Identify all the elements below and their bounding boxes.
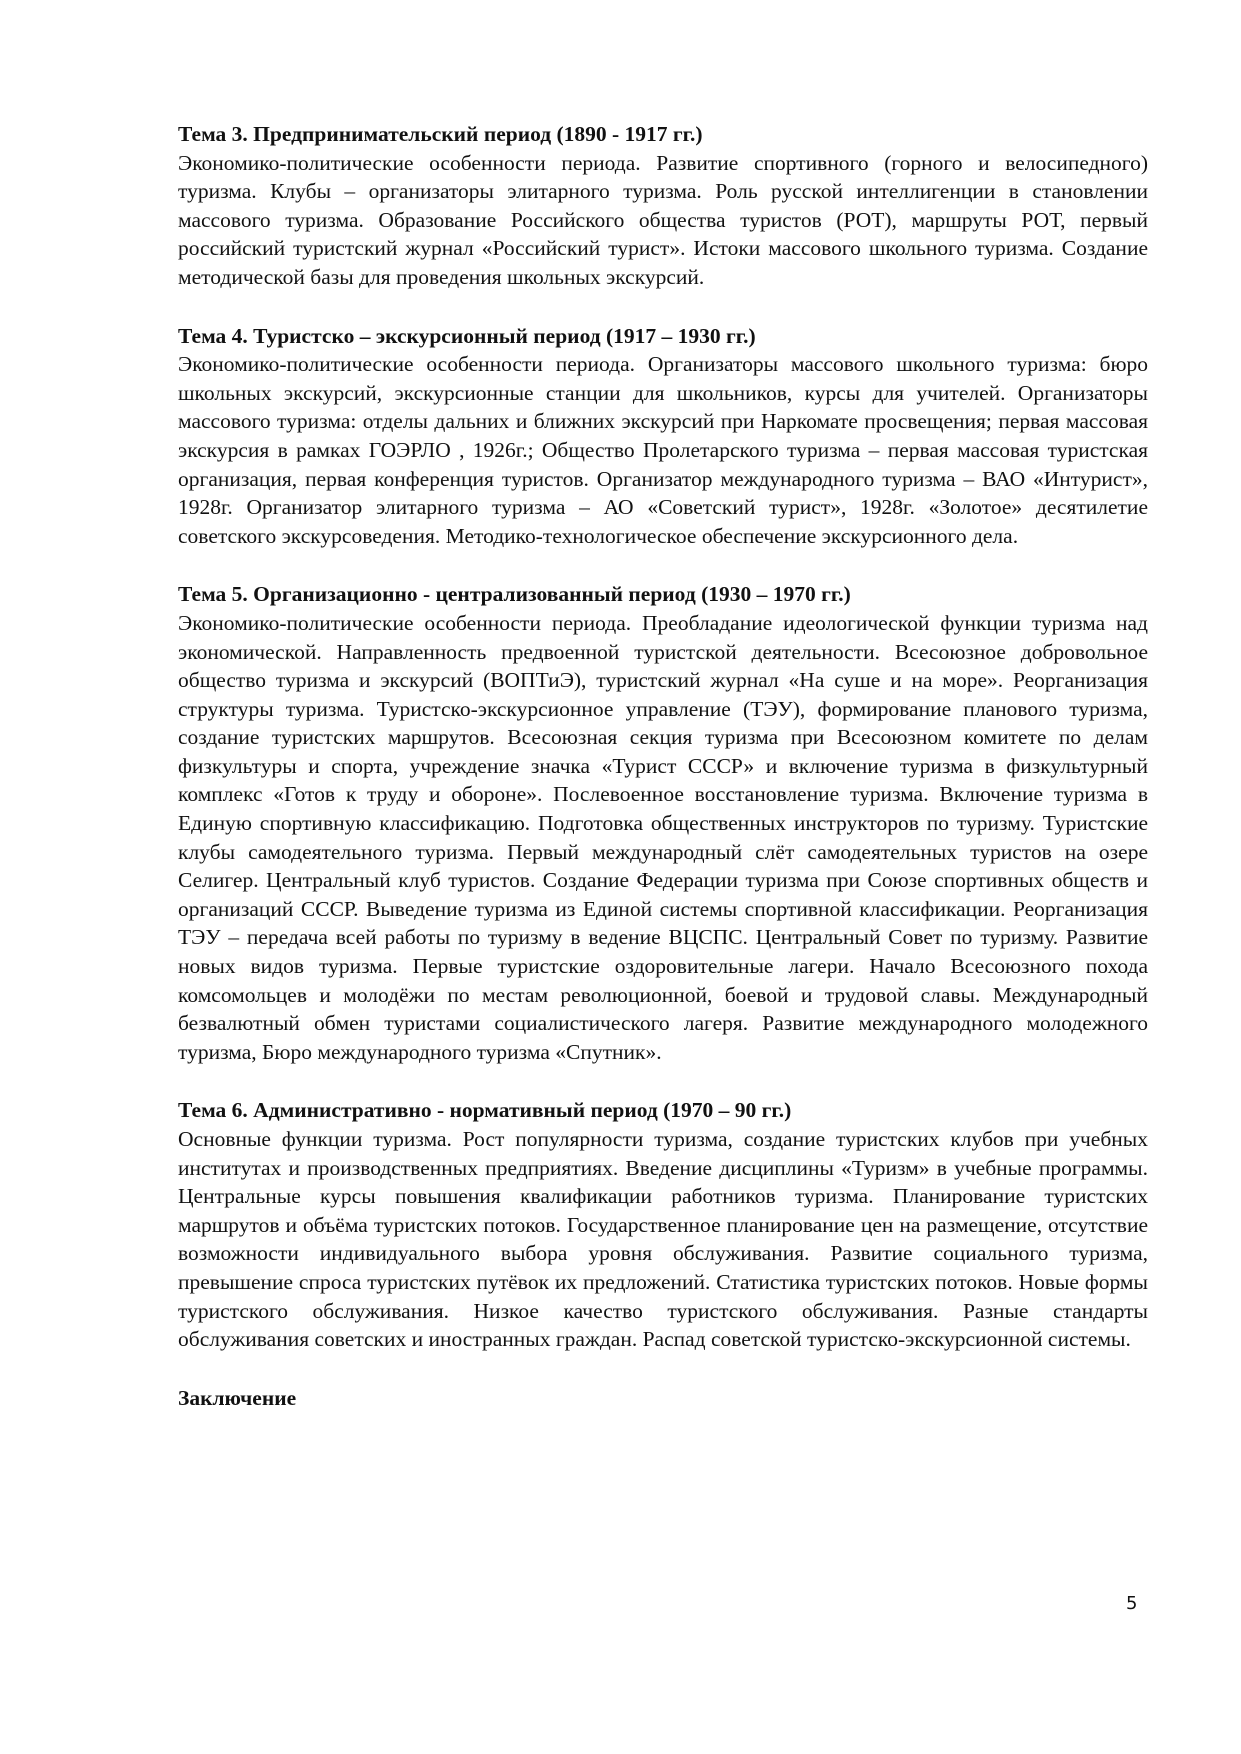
section-body: Экономико-политические особенности периода. Развитие спортивного (горного и велосипедного) туризма. Клубы – организаторы элитарного туризма. Роль русской интеллигенции в становлении массового туризма. Образование Российского общества туристов (РОТ), маршруты РОТ, первый российский туристский журнал «Российский турист». Истоки массового школьного туризма. Создание методической базы для проведения школьных экскурсий.: [178, 150, 1148, 289]
section-theme-4: [178, 322, 1148, 551]
page-number: 5: [1126, 1593, 1138, 1614]
section-body: Основные функции туризма. Рост популярности туризма, создание туристских клубов при учебных институтах и производственных предприятиях. Введение дисциплины «Туризм» в учебные программы. Центральные курсы повышения квалификации работников туризма. Планирование туристских маршрутов и объёма туристских потоков. Государственное планирование цен на размещение, отсутствие возможности индивидуального выбора уровня обслуживания. Развитие социального туризма, превышение спроса туристских путёвок их предложений. Статистика туристских потоков. Новые формы туристского обслуживания. Низкое качество туристского обслуживания. Разные стандарты обслуживания советских и иностранных граждан. Распад советской туристско-экскурсионной системы.: [178, 1127, 1148, 1352]
section-heading: Тема 3. Предпринимательский период (1890 - 1917 гг.): [178, 122, 703, 146]
document-page: [178, 120, 1148, 1412]
section-theme-6: [178, 1096, 1148, 1353]
section-heading: Тема 5. Организационно - централизованный период (1930 – 1970 гг.): [178, 582, 851, 607]
section-theme-5: [178, 580, 1148, 1066]
section-heading: Тема 4. Туристско – экскурсионный период (1917 – 1930 гг.): [178, 323, 756, 348]
section-body: Экономико-политические особенности периода. Преобладание идеологической функции туризма над экономической. Направленность предвоенной туристской деятельности. Всесоюзное добровольное общество туризма и экскурсий (ВОПТиЭ), туристский журнал «На суше и на море». Реорганизация структуры туризма. Туристско-экскурсионное управление (ТЭУ), формирование планового туризма, создание туристских маршрутов. Всесоюзная секция туризма при Всесоюзном комитете по делам физкультуры и спорта, учреждение значка «Турист СССР» и включение туризма в физкультурный комплекс «Готов к труду и обороне». Послевоенное восстановление туризма. Включение туризма в Единую спортивную классификацию. Подготовка общественных инструкторов по туризму. Туристские клубы самодеятельного туризма. Первый международный слёт самодеятельных туристов на озере Селигер. Центральный клуб туристов. Создание Федерации туризма при Союзе спортивных обществ и организаций СССР. Выведение туризма из Единой системы спортивной классификации. Реорганизация ТЭУ – передача всей работы по туризму в ведение ВЦСПС. Центральный Совет по туризму. Развитие новых видов туризма. Первые туристские оздоровительные лагери. Начало Всесоюзного похода комсомольцев и молодёжи по местам революционной, боевой и трудовой славы. Международный безвалютный обмен туристами социалистического лагеря. Развитие международного молодежного туризма, Бюро международного туризма «Спутник».: [178, 610, 1148, 1064]
section-heading: Тема 6. Административно - нормативный период (1970 – 90 гг.): [178, 1098, 792, 1123]
conclusion-heading: Заключение: [178, 1385, 297, 1410]
section-body: Экономико-политические особенности периода. Организаторы массового школьного туризма: бюро школьных экскурсий, экскурсионные станции для школьников, курсы для учителей. Организаторы массового туризма: отделы дальних и ближних экскурсий при Наркомате просвещения; первая массовая экскурсия в рамках ГОЭРЛО , 1926г.; Общество Пролетарского туризма – первая массовая туристская организация, первая конференция туристов. Организатор международного туризма – ВАО «Интурист», 1928г. Организатор элитарного туризма – АО «Советский турист», 1928г. «Золотое» десятилетие советского экскурсоведения. Методико-технологическое обеспечение экскурсионного дела.: [178, 352, 1148, 548]
section-theme-3: [178, 120, 1148, 292]
